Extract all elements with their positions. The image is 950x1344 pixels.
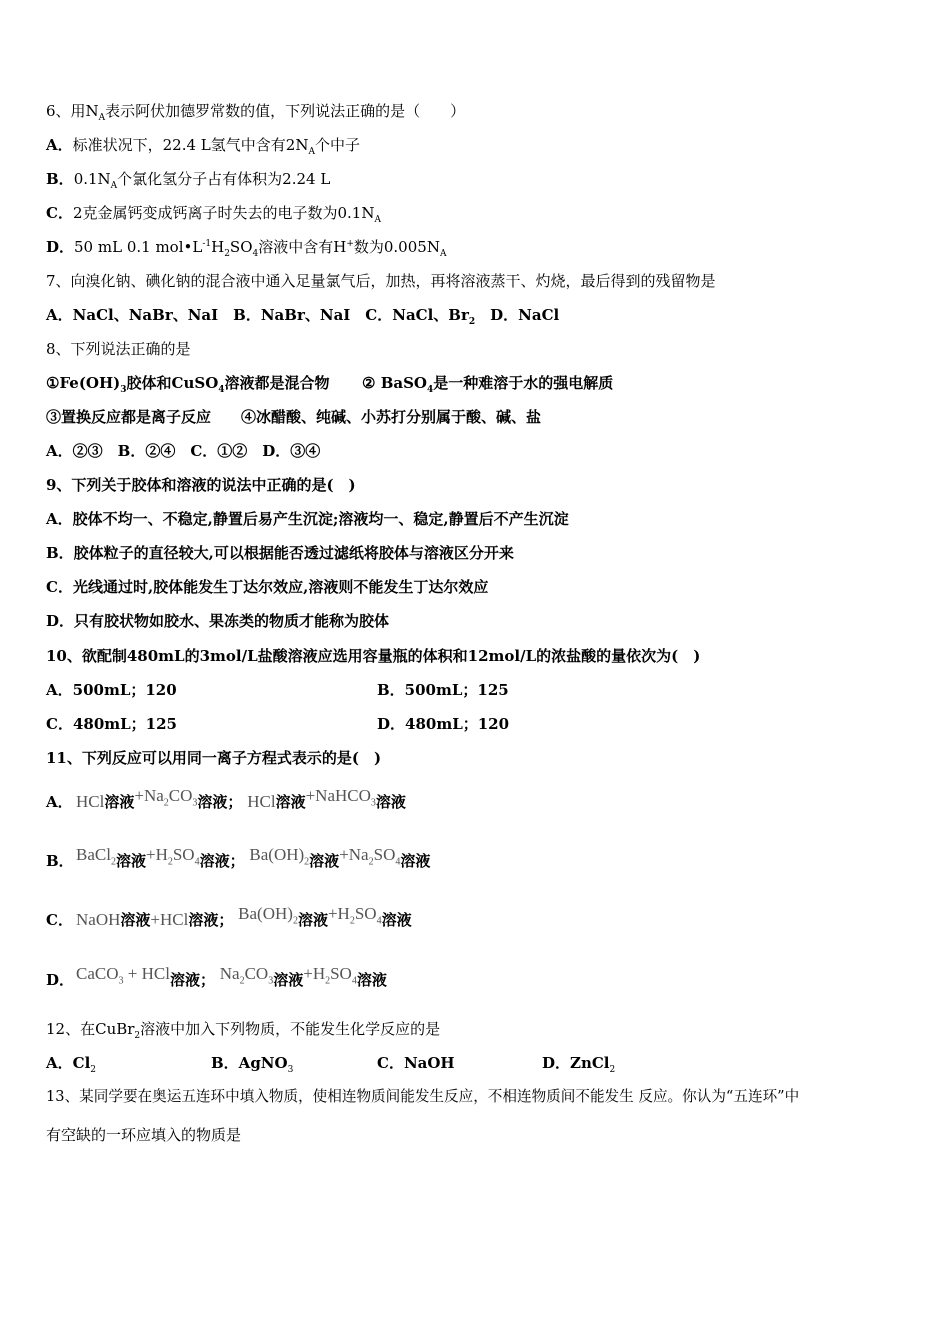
q10-option-a: A．500mL；120 xyxy=(46,681,177,699)
q7-options: A．NaCl、NaBr、NaI B．NaBr、NaI C．NaCl、$Br_2$ D．NaCl xyxy=(46,306,560,327)
q12-option-d: D．ZnCl$_2$ xyxy=(542,1054,616,1075)
q12-stem: 12、在CuBr$_2$溶液中加入下列物质，不能发生化学反应的是 xyxy=(46,1020,441,1041)
q11-option-b: B． BaCl$_2$溶液$+H_2SO_4$溶液； $Ba(OH)_2$溶液$+Na_2SO_4$溶液 xyxy=(46,845,431,870)
q8-statements-3-4: ③置换反应都是离子反应 ④冰醋酸、纯碱、小苏打分别属于酸、碱、盐 xyxy=(46,408,542,426)
q6-option-d: D．50 mL 0.1 $mol•L^{-1}H_2SO_4$溶液中含有H+数为$0.005N_A$ xyxy=(46,238,447,259)
q10-option-b: B．500mL；125 xyxy=(377,681,509,699)
q8-options: A．②③ B．②④ C．①② D．③④ xyxy=(46,442,321,460)
q6-option-b: B．$0.1N_A$个氯化氢分子占有体积为2.24 L xyxy=(46,170,331,191)
q9-stem: 9、下列关于胶体和溶液的说法中正确的是( ) xyxy=(46,476,356,494)
q12-option-c: C．NaOH xyxy=(377,1054,455,1072)
q8-stem: 8、下列说法正确的是 xyxy=(46,340,191,358)
q9-option-b: B．胶体粒子的直径较大,可以根据能否透过滤纸将胶体与溶液区分开来 xyxy=(46,544,514,562)
q9-option-a: A．胶体不均一、不稳定,静置后易产生沉淀;溶液均一、稳定,静置后不产生沉淀 xyxy=(46,510,569,528)
q12-option-a: A．$Cl_2$ xyxy=(46,1054,97,1075)
q11-option-d: D． CaCO$_3$ + HCl溶液； $Na_2CO_3$溶液$+H_2SO_4$溶液 xyxy=(46,964,387,989)
q11-stem: 11、下列反应可以用同一离子方程式表示的是( ) xyxy=(46,749,382,767)
q13-stem-line1: 13、某同学要在奥运五连环中填入物质，使相连物质间能发生反应，不相连物质间不能发生 反应。你认为“五连环”中 xyxy=(46,1088,800,1105)
q10-option-d: D．480mL；120 xyxy=(377,715,510,733)
q6-option-c: C．2克金属钙变成钙离子时失去的电子数为$0.1N_A$ xyxy=(46,204,381,225)
q10-option-c: C．480mL；125 xyxy=(46,715,177,733)
q11-option-c: C． NaOH溶液+HCl溶液； $Ba(OH)_2$溶液$+H_2SO_4$溶液 xyxy=(46,904,412,929)
q11-option-a: A． HCl溶液$+Na_2CO_3$溶液； HCl溶液+NaHCO$_3$溶液 xyxy=(46,786,406,811)
q9-option-d: D．只有胶状物如胶水、果冻类的物质才能称为胶体 xyxy=(46,612,390,630)
q10-stem: 10、欲配制480mL的3mol/L盐酸溶液应选用容量瓶的体积和12mol/L的浓盐酸的量依次为( ) xyxy=(46,647,701,665)
q7-stem: 7、向溴化钠、碘化钠的混合液中通入足量氯气后，加热，再将溶液蒸干、灼烧，最后得到的残留物是 xyxy=(46,272,716,290)
q9-option-c: C．光线通过时,胶体能发生丁达尔效应,溶液则不能发生丁达尔效应 xyxy=(46,578,489,596)
q6-option-a: A．标准状况下，22.4 L氢气中含有$2N_A$个中子 xyxy=(46,136,360,157)
q6-stem: 6、用$N_A$表示阿伏加德罗常数的值，下列说法正确的是（ ） xyxy=(46,102,466,123)
q8-statements-1-2: $①Fe(OH)_3$胶体和CuSO$_4$溶液都是混合物 ② BaSO$_4$是一种难溶于水的强电解质 xyxy=(46,374,614,395)
q12-option-b: B．AgNO$_3$ xyxy=(211,1054,294,1075)
q13-stem-line2: 有空缺的一环应填入的物质是 xyxy=(46,1126,242,1144)
